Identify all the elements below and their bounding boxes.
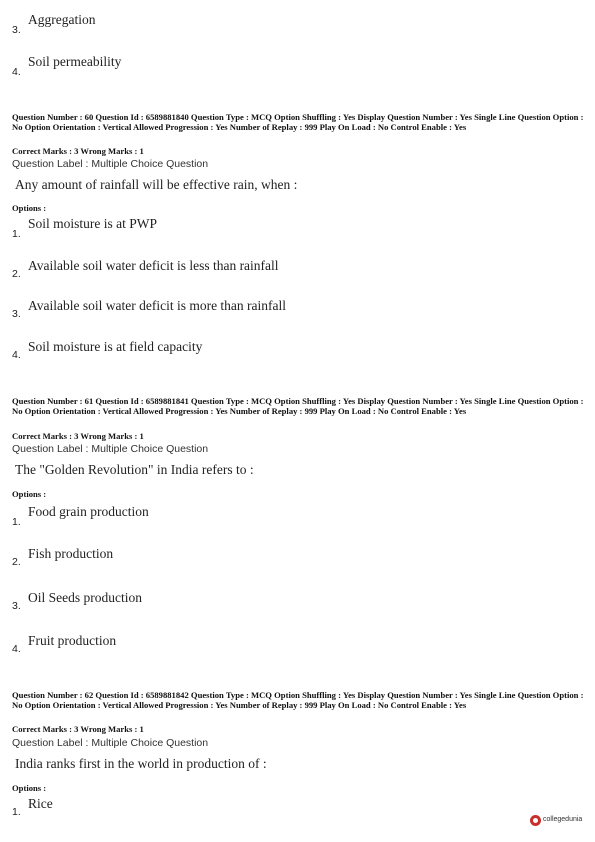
- question-meta: Question Number : 62 Question Id : 6589881842 Question Type : MCQ Option Shuffling : Yes Display Question Number : Yes Single Line Question Option : No Option Orientation : Vertical Allowed Progression : Yes Number of Replay : 999 Play On Load : No Control Enable : Yes: [12, 690, 584, 711]
- option-text: Fruit production: [28, 633, 117, 648]
- option-number: 1.: [12, 806, 21, 818]
- option-item[interactable]: [0, 54, 595, 84]
- option-item[interactable]: [0, 258, 595, 288]
- option-item[interactable]: [0, 504, 595, 534]
- question-label: Question Label : Multiple Choice Question: [12, 737, 209, 749]
- question-label: Question Label : Multiple Choice Question: [12, 443, 209, 455]
- options-heading: Options :: [12, 203, 47, 213]
- question-marks: Correct Marks : 3 Wrong Marks : 1: [12, 431, 144, 441]
- options-heading: Options :: [12, 783, 47, 793]
- question-text: The "Golden Revolution" in India refers to :: [15, 462, 254, 477]
- option-text: Oil Seeds production: [28, 590, 142, 605]
- option-number: 2.: [12, 556, 21, 568]
- option-item[interactable]: [0, 546, 595, 576]
- option-text: Available soil water deficit is more than rainfall: [28, 298, 287, 313]
- question-marks: Correct Marks : 3 Wrong Marks : 1: [12, 724, 144, 734]
- option-item[interactable]: [0, 590, 595, 620]
- option-item[interactable]: [0, 298, 595, 328]
- option-item[interactable]: [0, 633, 595, 663]
- question-label: Question Label : Multiple Choice Question: [12, 158, 209, 170]
- option-number: 3.: [12, 600, 21, 612]
- option-number: 4.: [12, 643, 21, 655]
- option-text: Available soil water deficit is less than rainfall: [28, 258, 279, 273]
- question-marks: Correct Marks : 3 Wrong Marks : 1: [12, 146, 144, 156]
- option-text: Soil moisture is at PWP: [28, 216, 158, 231]
- option-number: 3.: [12, 308, 21, 320]
- question-meta: Question Number : 61 Question Id : 6589881841 Question Type : MCQ Option Shuffling : Yes Display Question Number : Yes Single Line Question Option : No Option Orientation : Vertical Allowed Progression : Yes Number of Replay : 999 Play On Load : No Control Enable : Yes: [12, 396, 584, 417]
- option-text: Aggregation: [28, 12, 96, 27]
- option-item[interactable]: [0, 12, 595, 42]
- option-text: Fish production: [28, 546, 114, 561]
- logo-wordmark: collegedunia: [543, 816, 583, 823]
- option-text: Rice: [28, 796, 53, 811]
- options-heading: Options :: [12, 489, 47, 499]
- option-item[interactable]: [0, 796, 595, 826]
- option-text: Soil moisture is at field capacity: [28, 339, 203, 354]
- option-number: 1.: [12, 228, 21, 240]
- question-text: Any amount of rainfall will be effective rain, when :: [15, 177, 298, 192]
- option-number: 3.: [12, 24, 21, 36]
- collegedunia-logo: [530, 812, 590, 830]
- question-meta: Question Number : 60 Question Id : 6589881840 Question Type : MCQ Option Shuffling : Yes Display Question Number : Yes Single Line Question Option : No Option Orientation : Vertical Allowed Progression : Yes Number of Replay : 999 Play On Load : No Control Enable : Yes: [12, 112, 584, 133]
- option-text: Food grain production: [28, 504, 149, 519]
- option-number: 4.: [12, 349, 21, 361]
- option-item[interactable]: [0, 216, 595, 246]
- option-item[interactable]: [0, 339, 595, 369]
- option-text: Soil permeability: [28, 54, 122, 69]
- logo-mark-icon: [530, 815, 541, 826]
- option-number: 2.: [12, 268, 21, 280]
- question-text: India ranks first in the world in production of :: [15, 756, 267, 771]
- option-number: 4.: [12, 66, 21, 78]
- option-number: 1.: [12, 516, 21, 528]
